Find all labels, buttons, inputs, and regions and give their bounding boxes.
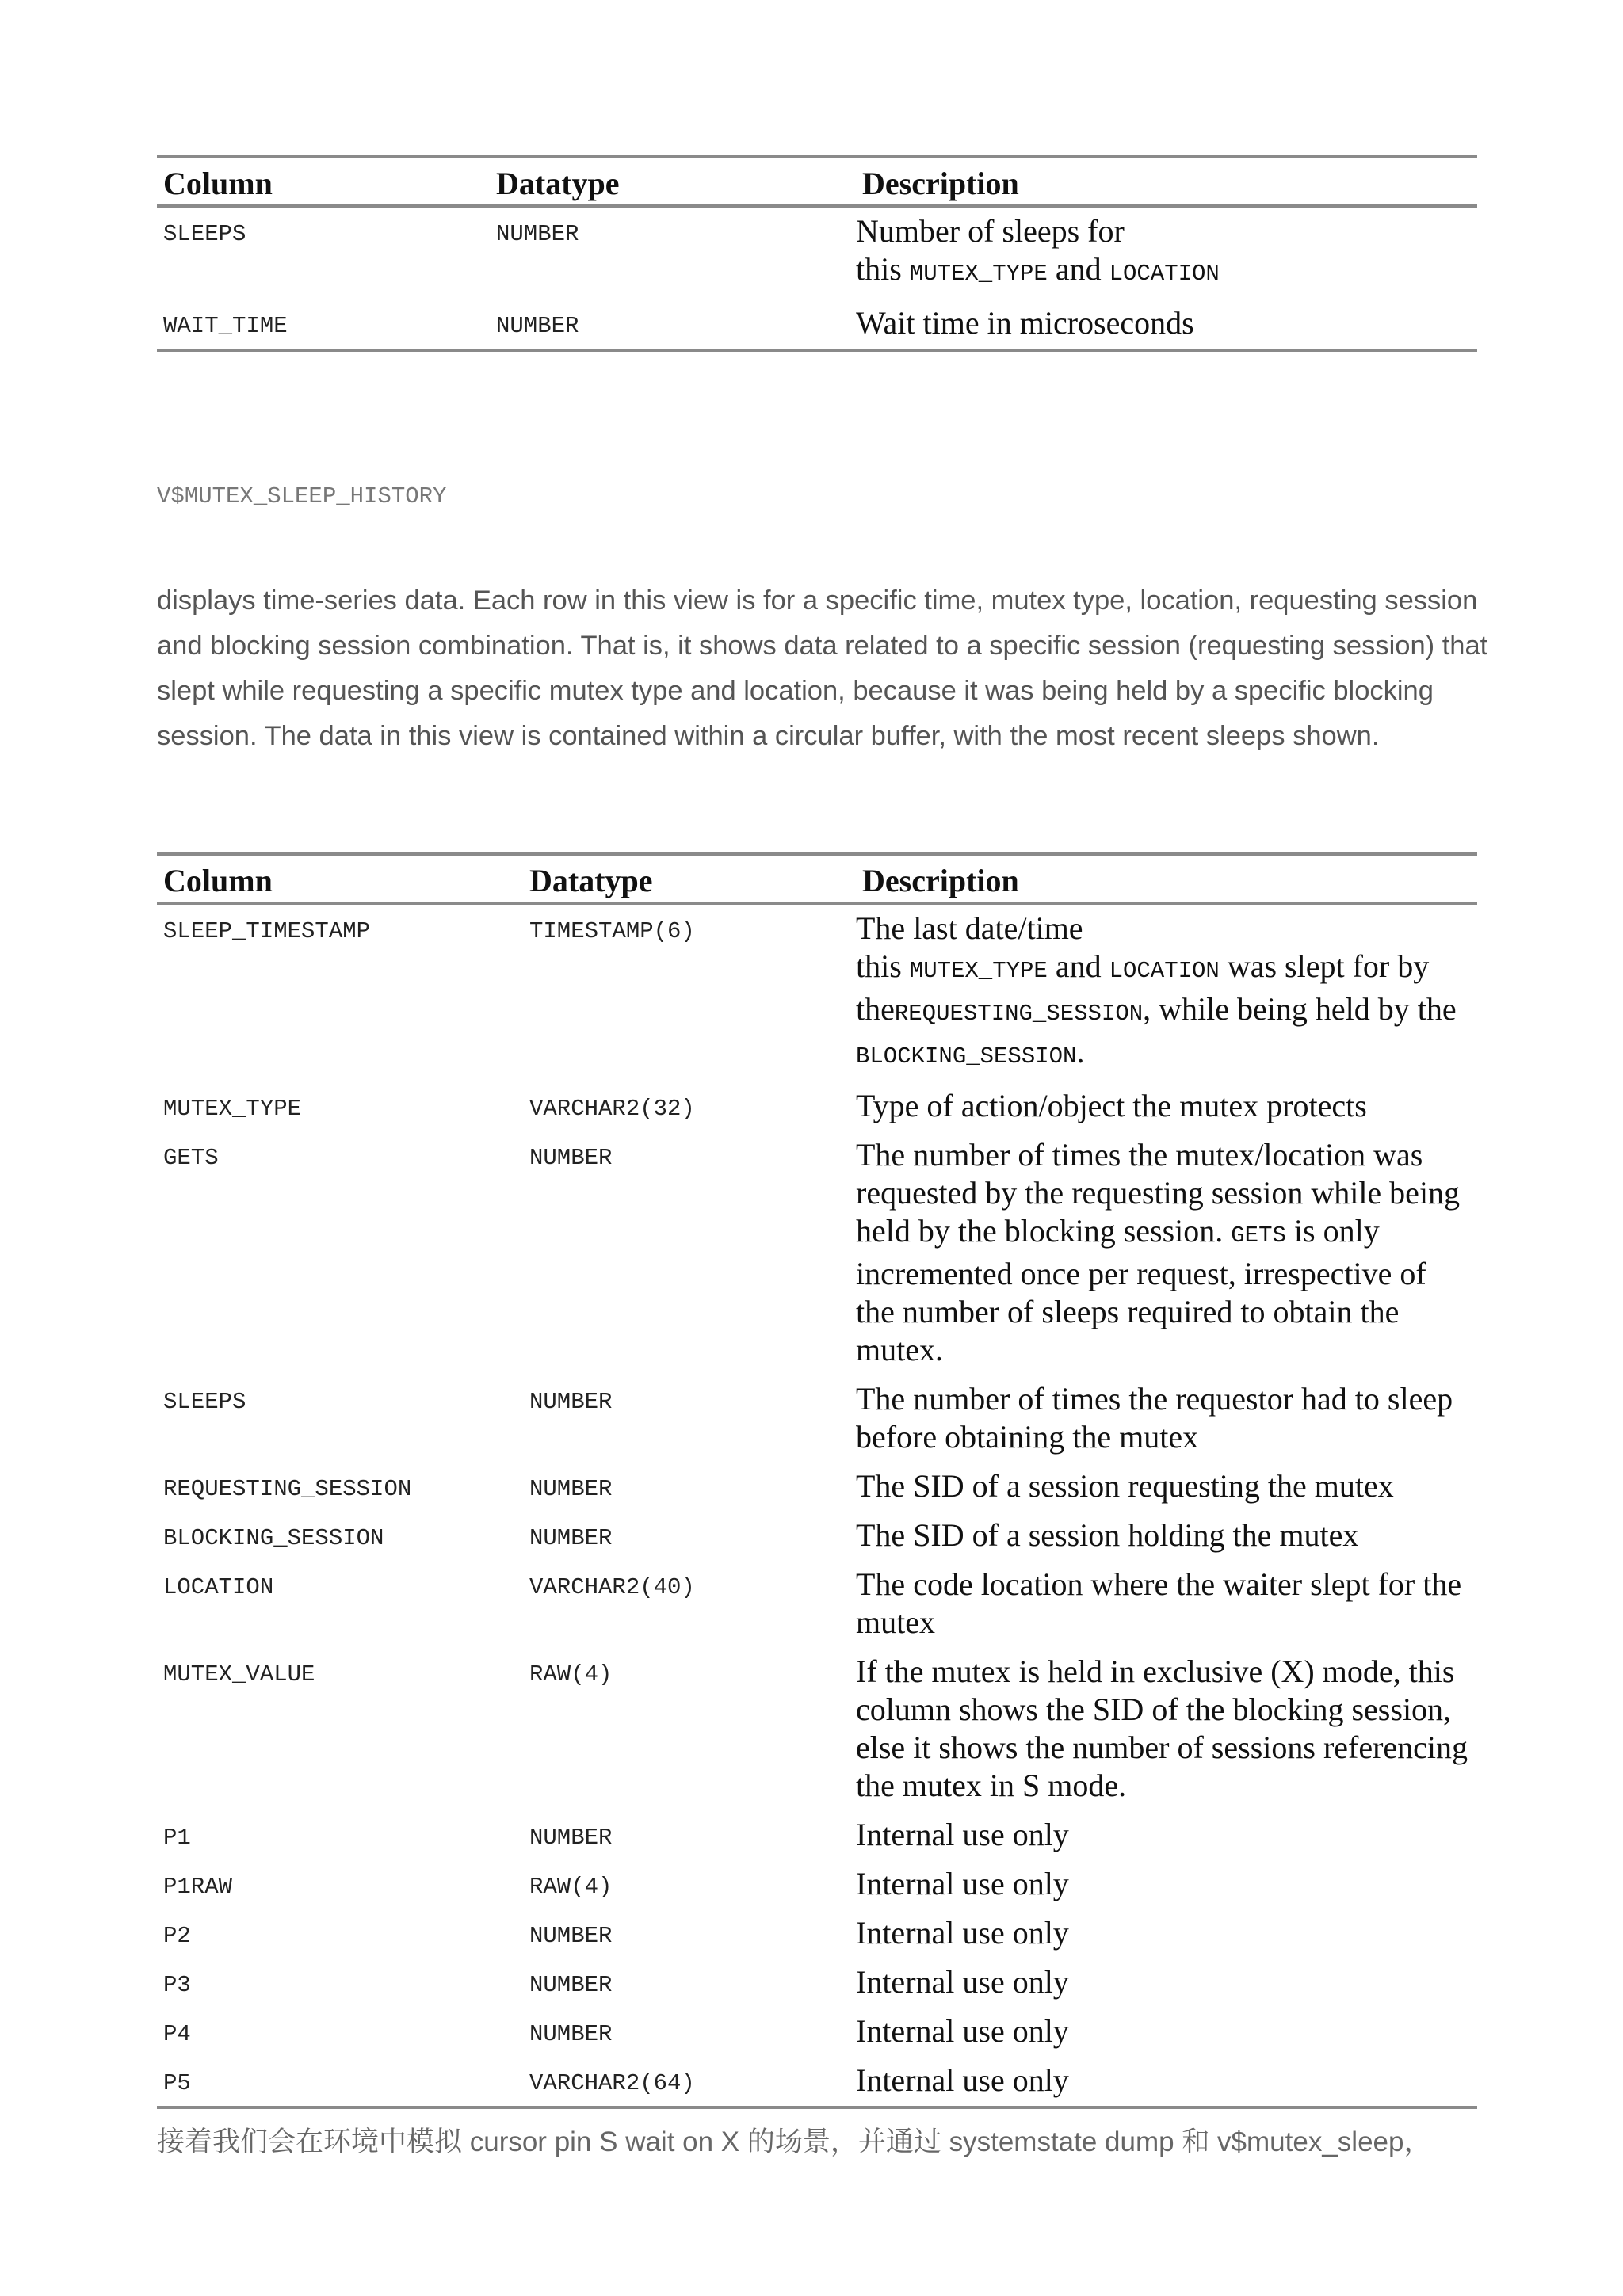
cell-description: Internal use only — [856, 2062, 1069, 2098]
cell-column-name: P4 — [163, 2021, 191, 2047]
table-mutex-sleep-history-columns — [157, 852, 1477, 2109]
cell-description: The number of times the requestor had to sleep before obtaining the mutex — [856, 1381, 1453, 1455]
header-datatype: Datatype — [529, 863, 653, 898]
table-row — [157, 1648, 1477, 1811]
cell-datatype: NUMBER — [529, 1145, 613, 1171]
table-row — [157, 1909, 1477, 1958]
cell-column-name: P1RAW — [163, 1874, 233, 1900]
inline-code: LOCATION — [1109, 261, 1220, 287]
cell-description: Internal use only — [856, 1866, 1069, 1901]
cell-datatype: NUMBER — [529, 2021, 613, 2047]
table-row — [157, 1958, 1477, 2008]
inline-code: GETS — [1231, 1222, 1286, 1249]
table-row — [157, 1131, 1477, 1375]
cell-description: Internal use only — [856, 1964, 1069, 2000]
cell-column-name: BLOCKING_SESSION — [163, 1525, 384, 1551]
cell-datatype: NUMBER — [529, 1923, 613, 1949]
table-row — [157, 1811, 1477, 1860]
cell-datatype: VARCHAR2(32) — [529, 1096, 695, 1122]
table-row — [157, 206, 1477, 299]
table-mutex-sleep-columns — [157, 155, 1477, 352]
table-body — [157, 903, 1477, 2107]
table-row — [157, 1561, 1477, 1648]
cell-datatype: VARCHAR2(64) — [529, 2070, 695, 2096]
cell-column-name: GETS — [163, 1145, 219, 1171]
cell-column-name: SLEEP_TIMESTAMP — [163, 918, 371, 944]
cell-datatype: TIMESTAMP(6) — [529, 918, 695, 944]
cell-column-name: MUTEX_VALUE — [163, 1661, 315, 1688]
cell-column-name: MUTEX_TYPE — [163, 1096, 302, 1122]
cell-datatype: RAW(4) — [529, 1661, 613, 1688]
cell-description: The last date/time this MUTEX_TYPE and LOCATION was slept for by theREQUESTING_SESSION, while being held by the BLOCKING_SESSION. — [856, 910, 1457, 1070]
cell-datatype: NUMBER — [529, 1476, 613, 1502]
cell-column-name: LOCATION — [163, 1574, 274, 1600]
cell-column-name: SLEEPS — [163, 221, 246, 247]
cell-description: If the mutex is held in exclusive (X) mode, this column shows the SID of the blocking session, else it shows the number of sessions referencing the mutex in S mode. — [856, 1653, 1468, 1803]
inline-code: MUTEX_TYPE — [909, 958, 1048, 984]
cell-description: Wait time in microseconds — [856, 305, 1194, 341]
table-body — [157, 206, 1477, 350]
cell-description: Internal use only — [856, 1915, 1069, 1951]
table-row — [157, 903, 1477, 1082]
inline-code: LOCATION — [1109, 958, 1220, 984]
inline-code: REQUESTING_SESSION — [894, 1001, 1144, 1027]
header-datatype: Datatype — [496, 166, 620, 201]
cell-column-name: P5 — [163, 2070, 191, 2096]
cell-column-name: REQUESTING_SESSION — [163, 1476, 412, 1502]
table-row — [157, 1860, 1477, 1909]
table-header-row — [157, 854, 1477, 903]
header-description: Description — [862, 863, 1019, 898]
table-row — [157, 1375, 1477, 1463]
header-column: Column — [163, 863, 273, 898]
view-description-paragraph: displays time-series data. Each row in this view is for a specific time, mutex type, location, requesting session and blocking session combination. That is, it shows data related to a specific session (requesting session) that slept while requesting a specific mutex type and location, because it was being held by a specific blocking session. The data in this view is contained within a circular buffer, with the most recent sleeps shown. — [157, 585, 1488, 751]
cell-column-name: P2 — [163, 1923, 191, 1949]
cell-description: Internal use only — [856, 2013, 1069, 2049]
cell-datatype: RAW(4) — [529, 1874, 613, 1900]
cell-datatype: NUMBER — [529, 1389, 613, 1415]
cell-datatype: NUMBER — [496, 221, 579, 247]
view-name: V$MUTEX_SLEEP_HISTORY — [157, 483, 447, 509]
cell-column-name: P3 — [163, 1972, 191, 1998]
header-column: Column — [163, 166, 273, 201]
table-row — [157, 1512, 1477, 1561]
table-row — [157, 299, 1477, 350]
table-header-row — [157, 157, 1477, 206]
table-row — [157, 2008, 1477, 2057]
cell-column-name: P1 — [163, 1825, 191, 1851]
footer-text: 接着我们会在环境中模拟 cursor pin S wait on X 的场景，并通过 systemstate dump 和 v$mutex_sleep， — [157, 2126, 1432, 2157]
cell-description: Internal use only — [856, 1817, 1069, 1852]
table-row — [157, 1082, 1477, 1131]
cell-description: The SID of a session holding the mutex — [856, 1517, 1359, 1553]
cell-description: Type of action/object the mutex protects — [856, 1088, 1367, 1123]
inline-code: BLOCKING_SESSION — [856, 1043, 1077, 1070]
cell-datatype: NUMBER — [529, 1825, 613, 1851]
table-row — [157, 2057, 1477, 2107]
cell-datatype: NUMBER — [529, 1972, 613, 1998]
cell-description: The SID of a session requesting the mutex — [856, 1468, 1394, 1504]
cell-datatype: NUMBER — [529, 1525, 613, 1551]
cell-datatype: NUMBER — [496, 313, 579, 339]
cell-column-name: SLEEPS — [163, 1389, 246, 1415]
cell-description: The code location where the waiter slept for the mutex — [856, 1566, 1462, 1640]
cell-description: Number of sleeps for this MUTEX_TYPE and LOCATION — [856, 213, 1220, 287]
cell-column-name: WAIT_TIME — [163, 313, 288, 339]
header-description: Description — [862, 166, 1019, 201]
table-row — [157, 1463, 1477, 1512]
cell-description: The number of times the mutex/location was requested by the requesting session while being held by the blocking session. GETS is only incremented once per request, irrespective of the number of sleeps required to obtain the mutex. — [856, 1137, 1461, 1367]
cell-datatype: VARCHAR2(40) — [529, 1574, 695, 1600]
inline-code: MUTEX_TYPE — [909, 261, 1048, 287]
